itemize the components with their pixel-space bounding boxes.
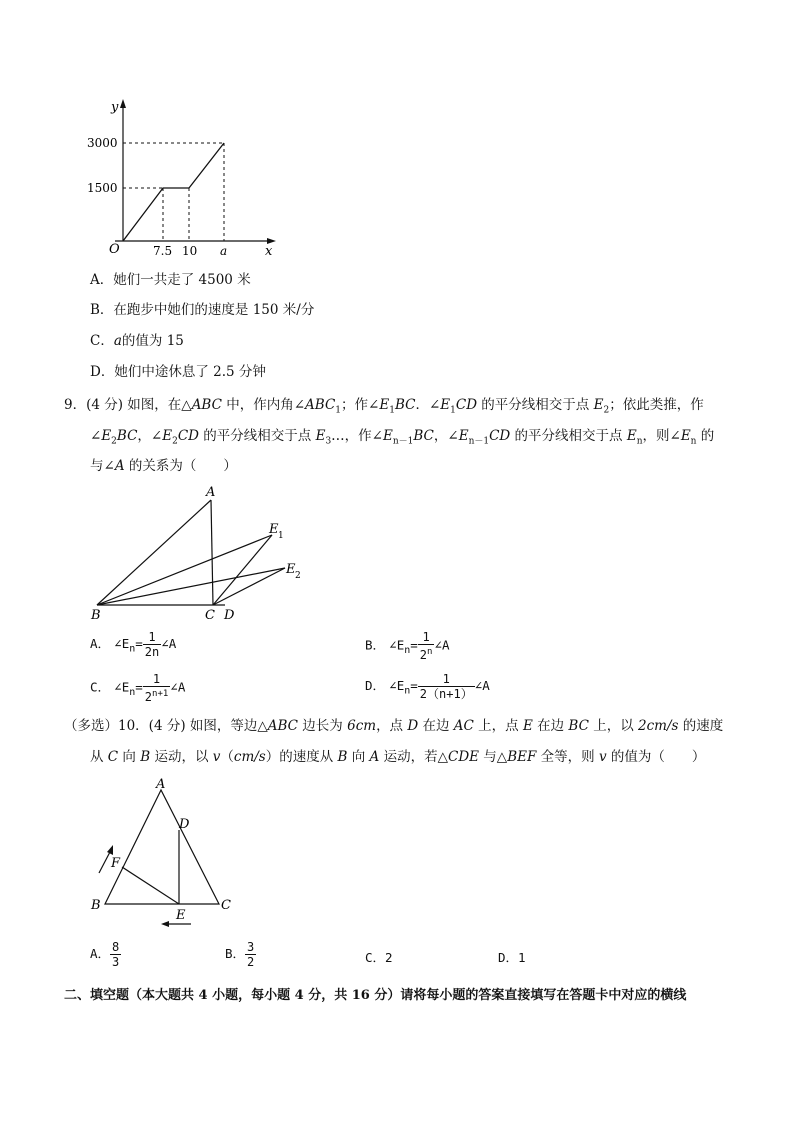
den-base: 2 (419, 648, 428, 662)
label-A: A (206, 485, 216, 500)
y-tick-3000: 3000 (87, 136, 118, 150)
arrow-f-head (107, 845, 113, 855)
option-letter: C． (90, 679, 111, 695)
option-letter: D． (90, 364, 115, 380)
q9-option-d[interactable] (365, 672, 490, 701)
option-letter: C． (90, 333, 114, 349)
var: ABC (305, 397, 336, 413)
text: 的平分线相交于点 (198, 428, 316, 444)
option-text: 1 (518, 950, 526, 965)
text: （ (220, 749, 234, 765)
text: 与△ (479, 749, 508, 765)
var: B (140, 749, 151, 765)
q10-option-b[interactable] (225, 940, 256, 969)
denominator: 3 (112, 955, 120, 969)
text: ，∠ (433, 428, 459, 444)
var: CD (455, 397, 478, 413)
var: BC (394, 397, 416, 413)
denominator (143, 687, 171, 704)
text: 的 (696, 428, 715, 444)
y-tick-1500: 1500 (87, 181, 118, 195)
var: E (315, 428, 326, 444)
var: E (382, 428, 393, 444)
text: 的速度 (678, 718, 724, 734)
text: 的值为（ ） (606, 749, 706, 765)
text: ∠ (90, 428, 102, 444)
var: E (593, 397, 604, 413)
label-E: E (176, 908, 186, 923)
label-D: D (179, 817, 190, 832)
var: E (626, 428, 637, 444)
segment-BE1 (97, 535, 272, 605)
var: BC (568, 718, 589, 734)
text: 上，以 (588, 718, 639, 734)
option-pre: ∠E (114, 636, 130, 651)
q10-triangle-figure (85, 778, 245, 928)
triangle-ABC (105, 790, 219, 904)
label-D: D (224, 608, 235, 623)
y-axis-label: y (111, 100, 119, 115)
fraction (245, 940, 256, 969)
text: ；依此类推，作 (609, 397, 704, 413)
option-letter: B． (90, 302, 114, 318)
label-A: A (156, 778, 166, 792)
var: v (598, 749, 607, 765)
arrow-e-head (161, 921, 169, 927)
sub: 1 (335, 405, 342, 416)
q10-line-2 (90, 747, 705, 767)
q9-option-a[interactable] (90, 630, 176, 659)
segment-CE2 (213, 568, 285, 605)
arrow-f-direction (99, 850, 111, 873)
sub: 2 (111, 436, 117, 447)
label-F: F (111, 856, 121, 871)
option-letter: A． (90, 946, 111, 961)
sub: n－1 (468, 436, 490, 447)
denominator: 2（n+1） (419, 687, 473, 701)
text: 全等，则 (536, 749, 599, 765)
text: 与∠ (90, 458, 115, 474)
text: 中，作内角∠ (221, 397, 306, 413)
text: 运动，以 (150, 749, 213, 765)
q9-triangle-figure (85, 482, 315, 624)
q10-option-a[interactable] (90, 940, 121, 969)
x-tick-7-5: 7.5 (153, 244, 173, 255)
label-E2: E (286, 562, 296, 577)
var: v (212, 749, 221, 765)
x-axis-label: x (265, 244, 273, 255)
text: 边长为 (298, 718, 348, 734)
segment-AC (211, 500, 213, 605)
var: BC (116, 428, 138, 444)
numerator: 1 (143, 630, 161, 645)
numerator: 8 (112, 940, 120, 954)
var: E (379, 397, 390, 413)
option-pre: ∠E (389, 637, 405, 653)
eq: = (135, 679, 143, 695)
eq: = (410, 637, 418, 653)
var: BEF (507, 749, 537, 765)
var: A (114, 458, 125, 474)
fraction (110, 940, 121, 969)
fraction (418, 672, 475, 701)
option-pre: ∠E (389, 678, 405, 693)
numerator: 3 (247, 940, 255, 954)
option-letter: C． (365, 950, 386, 965)
label-B: B (91, 608, 101, 623)
var: CD (177, 428, 199, 444)
den-exp: n+1 (152, 689, 169, 699)
segment-BE2 (97, 568, 285, 605)
segment-CE1 (213, 535, 272, 605)
var: AC (453, 718, 474, 734)
distance-time-graph (85, 95, 285, 255)
q10-line-1 (64, 716, 723, 736)
text: 在边 (418, 718, 454, 734)
option-pre: ∠E (114, 679, 130, 695)
var: ABC (191, 397, 222, 413)
sub: n－1 (392, 436, 414, 447)
denominator: 2n (144, 645, 160, 659)
origin-label: O (109, 242, 120, 255)
option-post: ∠A (474, 678, 490, 693)
option-post: ∠A (434, 637, 450, 653)
var: E (440, 397, 451, 413)
q8-option-a[interactable] (90, 270, 251, 290)
section-2-heading: 二、填空题（本大题共 4 小题，每小题 4 分，共 16 分）请将每小题的答案直接填写在答题卡中对应的横线 (64, 988, 687, 1003)
sub: n (404, 645, 411, 657)
var: BC (413, 428, 434, 444)
text: ）的速度从 (265, 749, 338, 765)
text: 运动，若△ (379, 749, 448, 765)
text: 上，点 (473, 718, 523, 734)
var: D (407, 718, 419, 734)
text: 从 (90, 749, 108, 765)
text: 在边 (532, 718, 569, 734)
q8-option-c[interactable] (90, 331, 184, 351)
sub: n (404, 685, 411, 697)
text: 向 (347, 749, 370, 765)
q8-option-d[interactable] (90, 362, 266, 382)
var: A (369, 749, 380, 765)
label-E1: E (269, 522, 279, 537)
text: 的平分线相交于点 (477, 397, 594, 413)
segment-BA (97, 500, 211, 605)
q10-option-d[interactable] (498, 948, 526, 966)
option-var: a (113, 333, 122, 349)
text: ，则∠ (642, 428, 681, 444)
q9-number: 9．(4 分) 如图，在△ (64, 397, 192, 413)
q8-option-b[interactable] (90, 300, 314, 320)
var: E (162, 428, 173, 444)
y-axis-arrow (120, 99, 126, 108)
fraction (143, 630, 161, 659)
var: E (101, 428, 112, 444)
graph-line (123, 143, 224, 241)
q9-option-b[interactable] (365, 630, 450, 662)
q9-line-3 (90, 456, 237, 476)
option-text: 的值为 15 (121, 333, 184, 349)
var: C (107, 749, 119, 765)
sub: 1 (389, 405, 395, 416)
text: 向 (118, 749, 141, 765)
label-E2-sub: 2 (295, 571, 301, 581)
sub: n (636, 436, 643, 447)
option-letter: B． (225, 946, 246, 961)
text: 的平分线相交于点 (510, 428, 627, 444)
numerator: 1 (143, 672, 171, 687)
numerator: 1 (418, 630, 435, 645)
q9-option-c[interactable] (90, 672, 185, 704)
option-letter: B． (365, 637, 386, 653)
eq: = (135, 636, 143, 651)
var: cm/s (233, 749, 266, 765)
option-text: 在跑步中她们的速度是 150 米/分 (113, 302, 315, 318)
den-base: 2 (144, 690, 153, 704)
option-letter: A． (90, 636, 111, 651)
sub: 1 (450, 405, 456, 416)
sub: 3 (325, 436, 332, 447)
option-text: 她们中途休息了 2.5 分钟 (114, 364, 266, 380)
var: 2cm/s (638, 718, 679, 734)
var: E (458, 428, 469, 444)
den-exp: n (427, 647, 433, 657)
option-letter: D． (365, 678, 386, 693)
fraction (143, 672, 171, 704)
text: ，∠ (137, 428, 163, 444)
sub: 2 (603, 405, 610, 416)
q9-line-1 (64, 395, 704, 421)
var: CDE (447, 749, 479, 765)
var: E (522, 718, 533, 734)
text: ．∠ (415, 397, 441, 413)
option-letter: A． (90, 272, 114, 288)
label-C: C (221, 898, 231, 913)
label-C: C (205, 608, 215, 623)
sub: n (129, 687, 136, 699)
numerator: 1 (418, 672, 475, 687)
text: …，作∠ (331, 428, 383, 444)
text: 的关系为（ ） (124, 458, 237, 474)
sub: 2 (172, 436, 178, 447)
fraction (418, 630, 435, 662)
denominator (418, 645, 435, 662)
var: 6cm (347, 718, 377, 734)
option-text: 2 (385, 950, 393, 965)
q10-option-c[interactable] (365, 948, 393, 966)
option-letter: D． (498, 950, 519, 965)
x-tick-10: 10 (182, 244, 198, 255)
eq: = (410, 678, 418, 693)
option-post: ∠A (161, 636, 177, 651)
var: E (680, 428, 691, 444)
text: （多选）10．(4 分) 如图，等边△ (64, 718, 268, 734)
var: B (337, 749, 348, 765)
label-B: B (91, 898, 101, 913)
text: ；作∠ (341, 397, 380, 413)
sub: n (129, 643, 136, 655)
x-tick-a: a (220, 244, 228, 255)
option-post: ∠A (170, 679, 186, 695)
q9-line-2 (90, 426, 714, 452)
segment-FE (122, 867, 179, 904)
text: ，点 (376, 718, 408, 734)
option-text: 她们一共走了 4500 米 (113, 272, 251, 288)
sub: n (690, 436, 697, 447)
label-E1-sub: 1 (278, 531, 284, 541)
denominator: 2 (247, 955, 255, 969)
var: CD (489, 428, 511, 444)
var: ABC (267, 718, 299, 734)
